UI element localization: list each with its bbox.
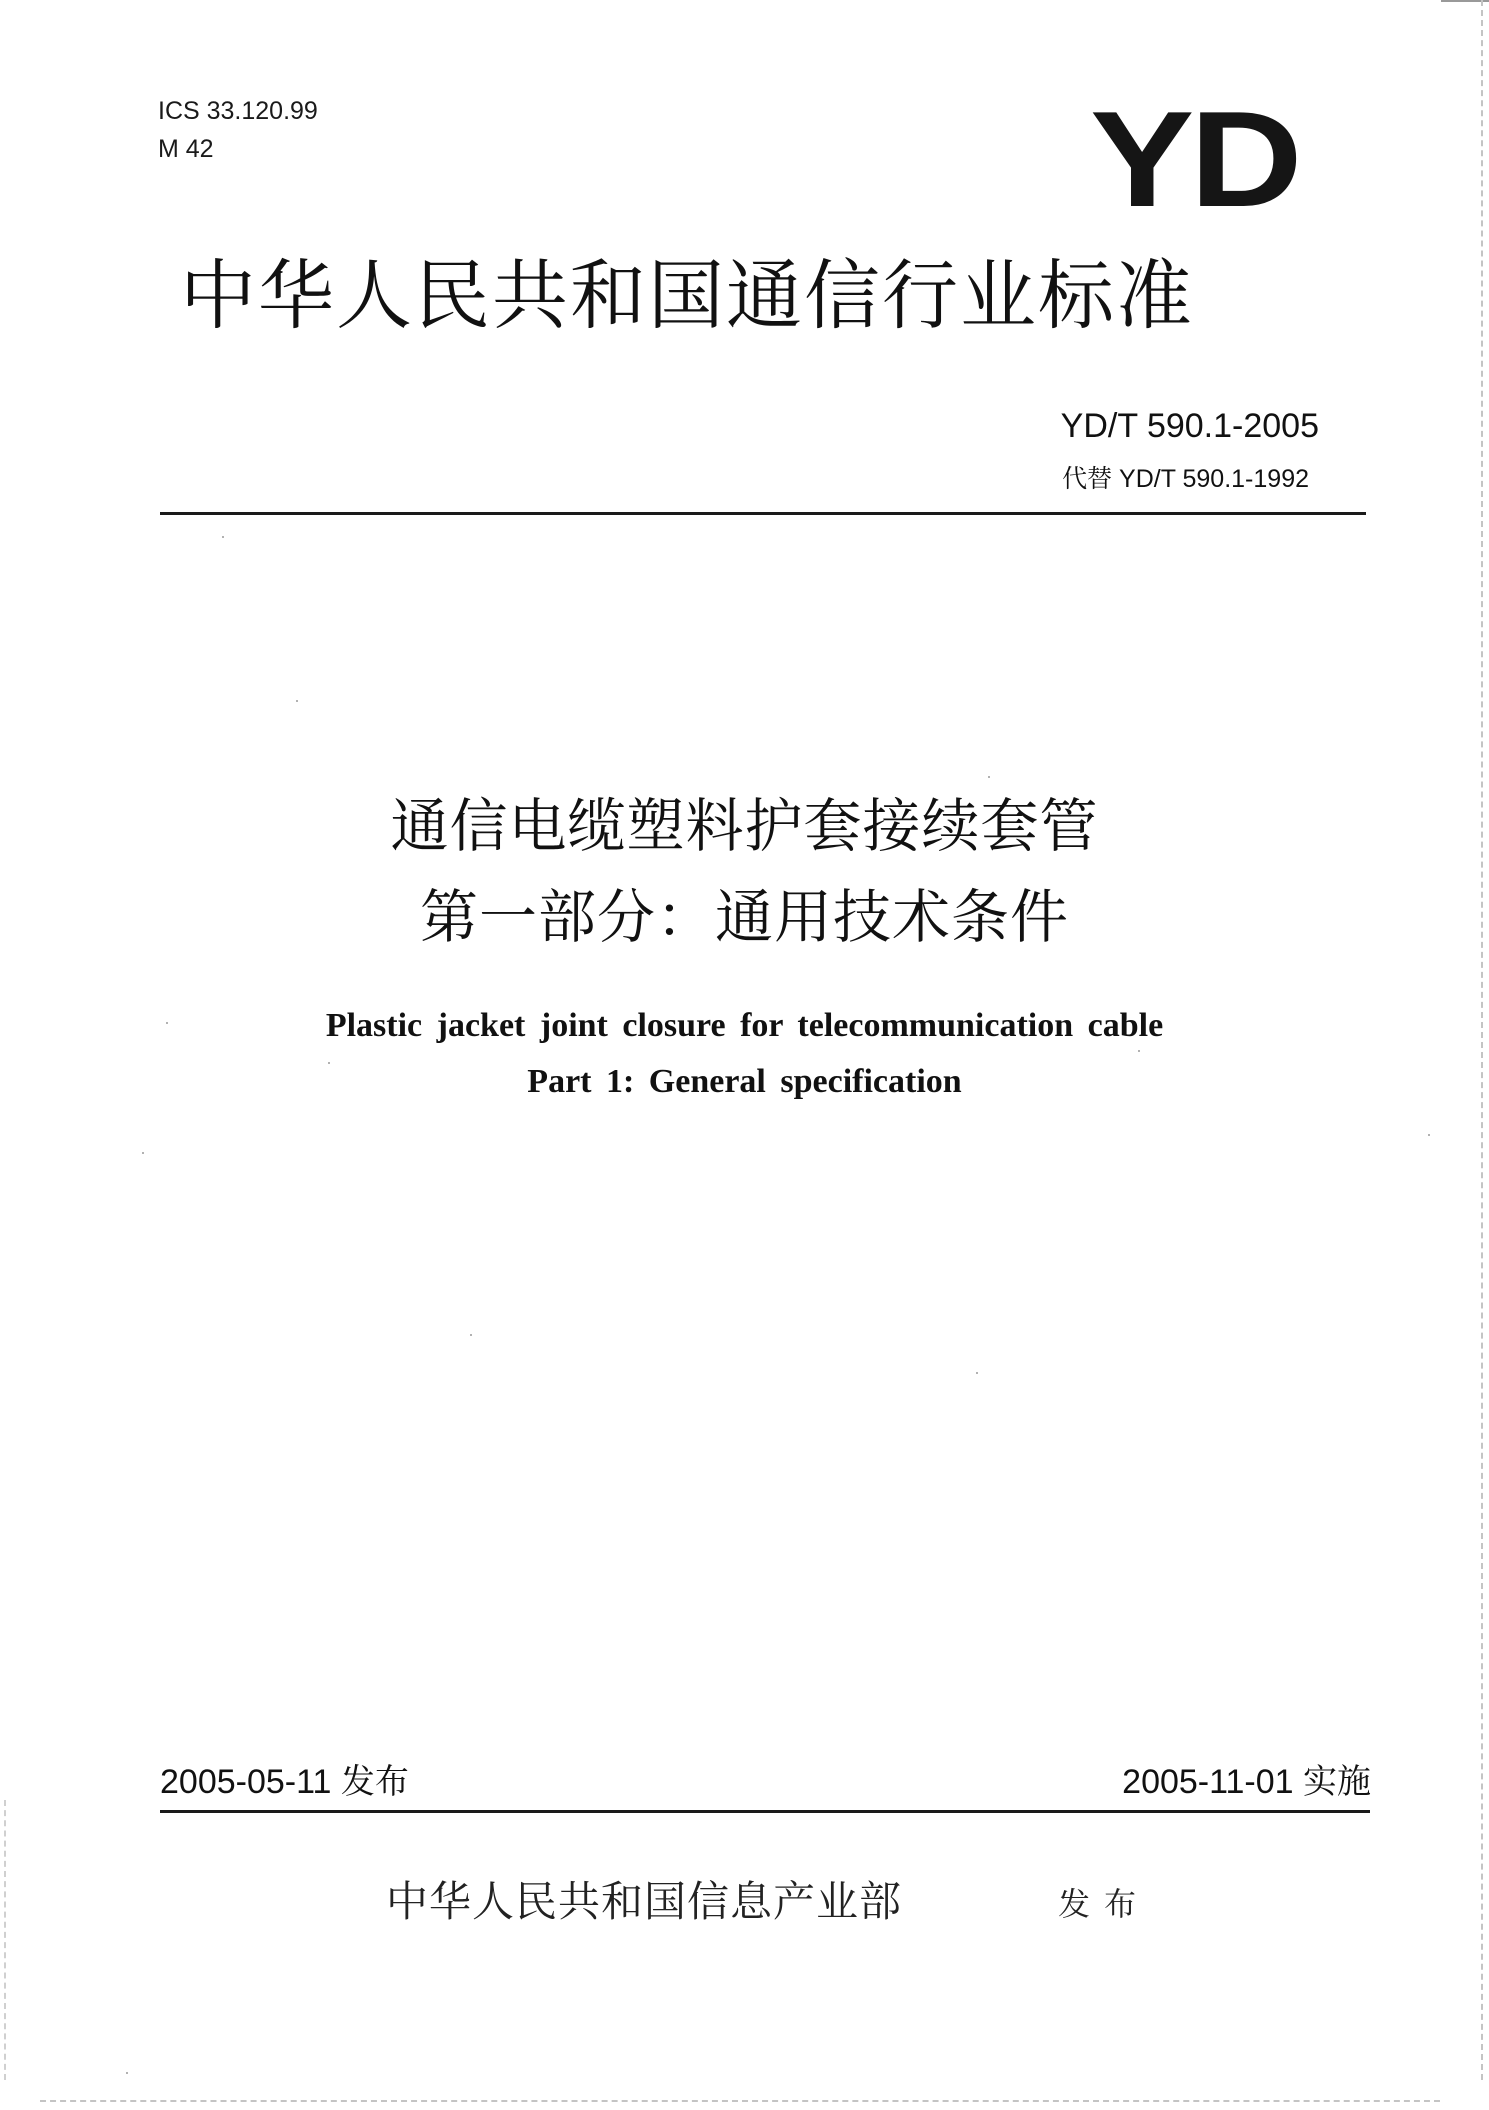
title-cn-line2: 第一部分：通用技术条件 <box>419 883 1069 951</box>
implementation-date: 2005-11-01 实施 <box>1122 1763 1371 1801</box>
category-code: M 42 <box>158 135 214 163</box>
scan-speck <box>988 776 990 778</box>
scan-speck <box>142 1152 144 1154</box>
scan-speck <box>470 1334 472 1336</box>
scan-speck <box>126 2072 128 2074</box>
classification-codes <box>158 92 318 168</box>
scan-speck <box>222 536 224 538</box>
scan-speck <box>328 1062 330 1064</box>
bottom-divider <box>160 1810 1370 1813</box>
replaces-standard: 代替 YD/T 590.1-1992 <box>1062 465 1309 493</box>
title-cn-line1: 通信电缆塑料护套接续套管 <box>390 792 1099 860</box>
publish-label: 发布 <box>1058 1885 1151 1923</box>
scan-speck <box>1428 1134 1430 1136</box>
scan-speck <box>166 1022 168 1024</box>
issuer-title: 中华人民共和国通信行业标准 <box>180 251 1194 340</box>
ics-code: ICS 33.120.99 <box>158 97 318 125</box>
issue-date: 2005-05-11 发布 <box>160 1763 409 1801</box>
publisher-name: 中华人民共和国信息产业部 <box>386 1877 903 1926</box>
scan-edge-bottom <box>40 2100 1440 2102</box>
title-en-line1: Plastic jacket joint closure for telecommunication cable <box>325 1007 1164 1044</box>
standard-number: YD/T 590.1-2005 <box>1060 407 1319 445</box>
top-divider <box>160 512 1366 515</box>
yd-logo: YD <box>1090 83 1299 235</box>
title-en-line2: Part 1: General specification <box>527 1063 962 1100</box>
scan-speck <box>1138 1050 1140 1052</box>
scan-speck <box>976 1372 978 1374</box>
scan-edge-left <box>4 1800 6 2080</box>
scan-speck <box>296 700 298 702</box>
